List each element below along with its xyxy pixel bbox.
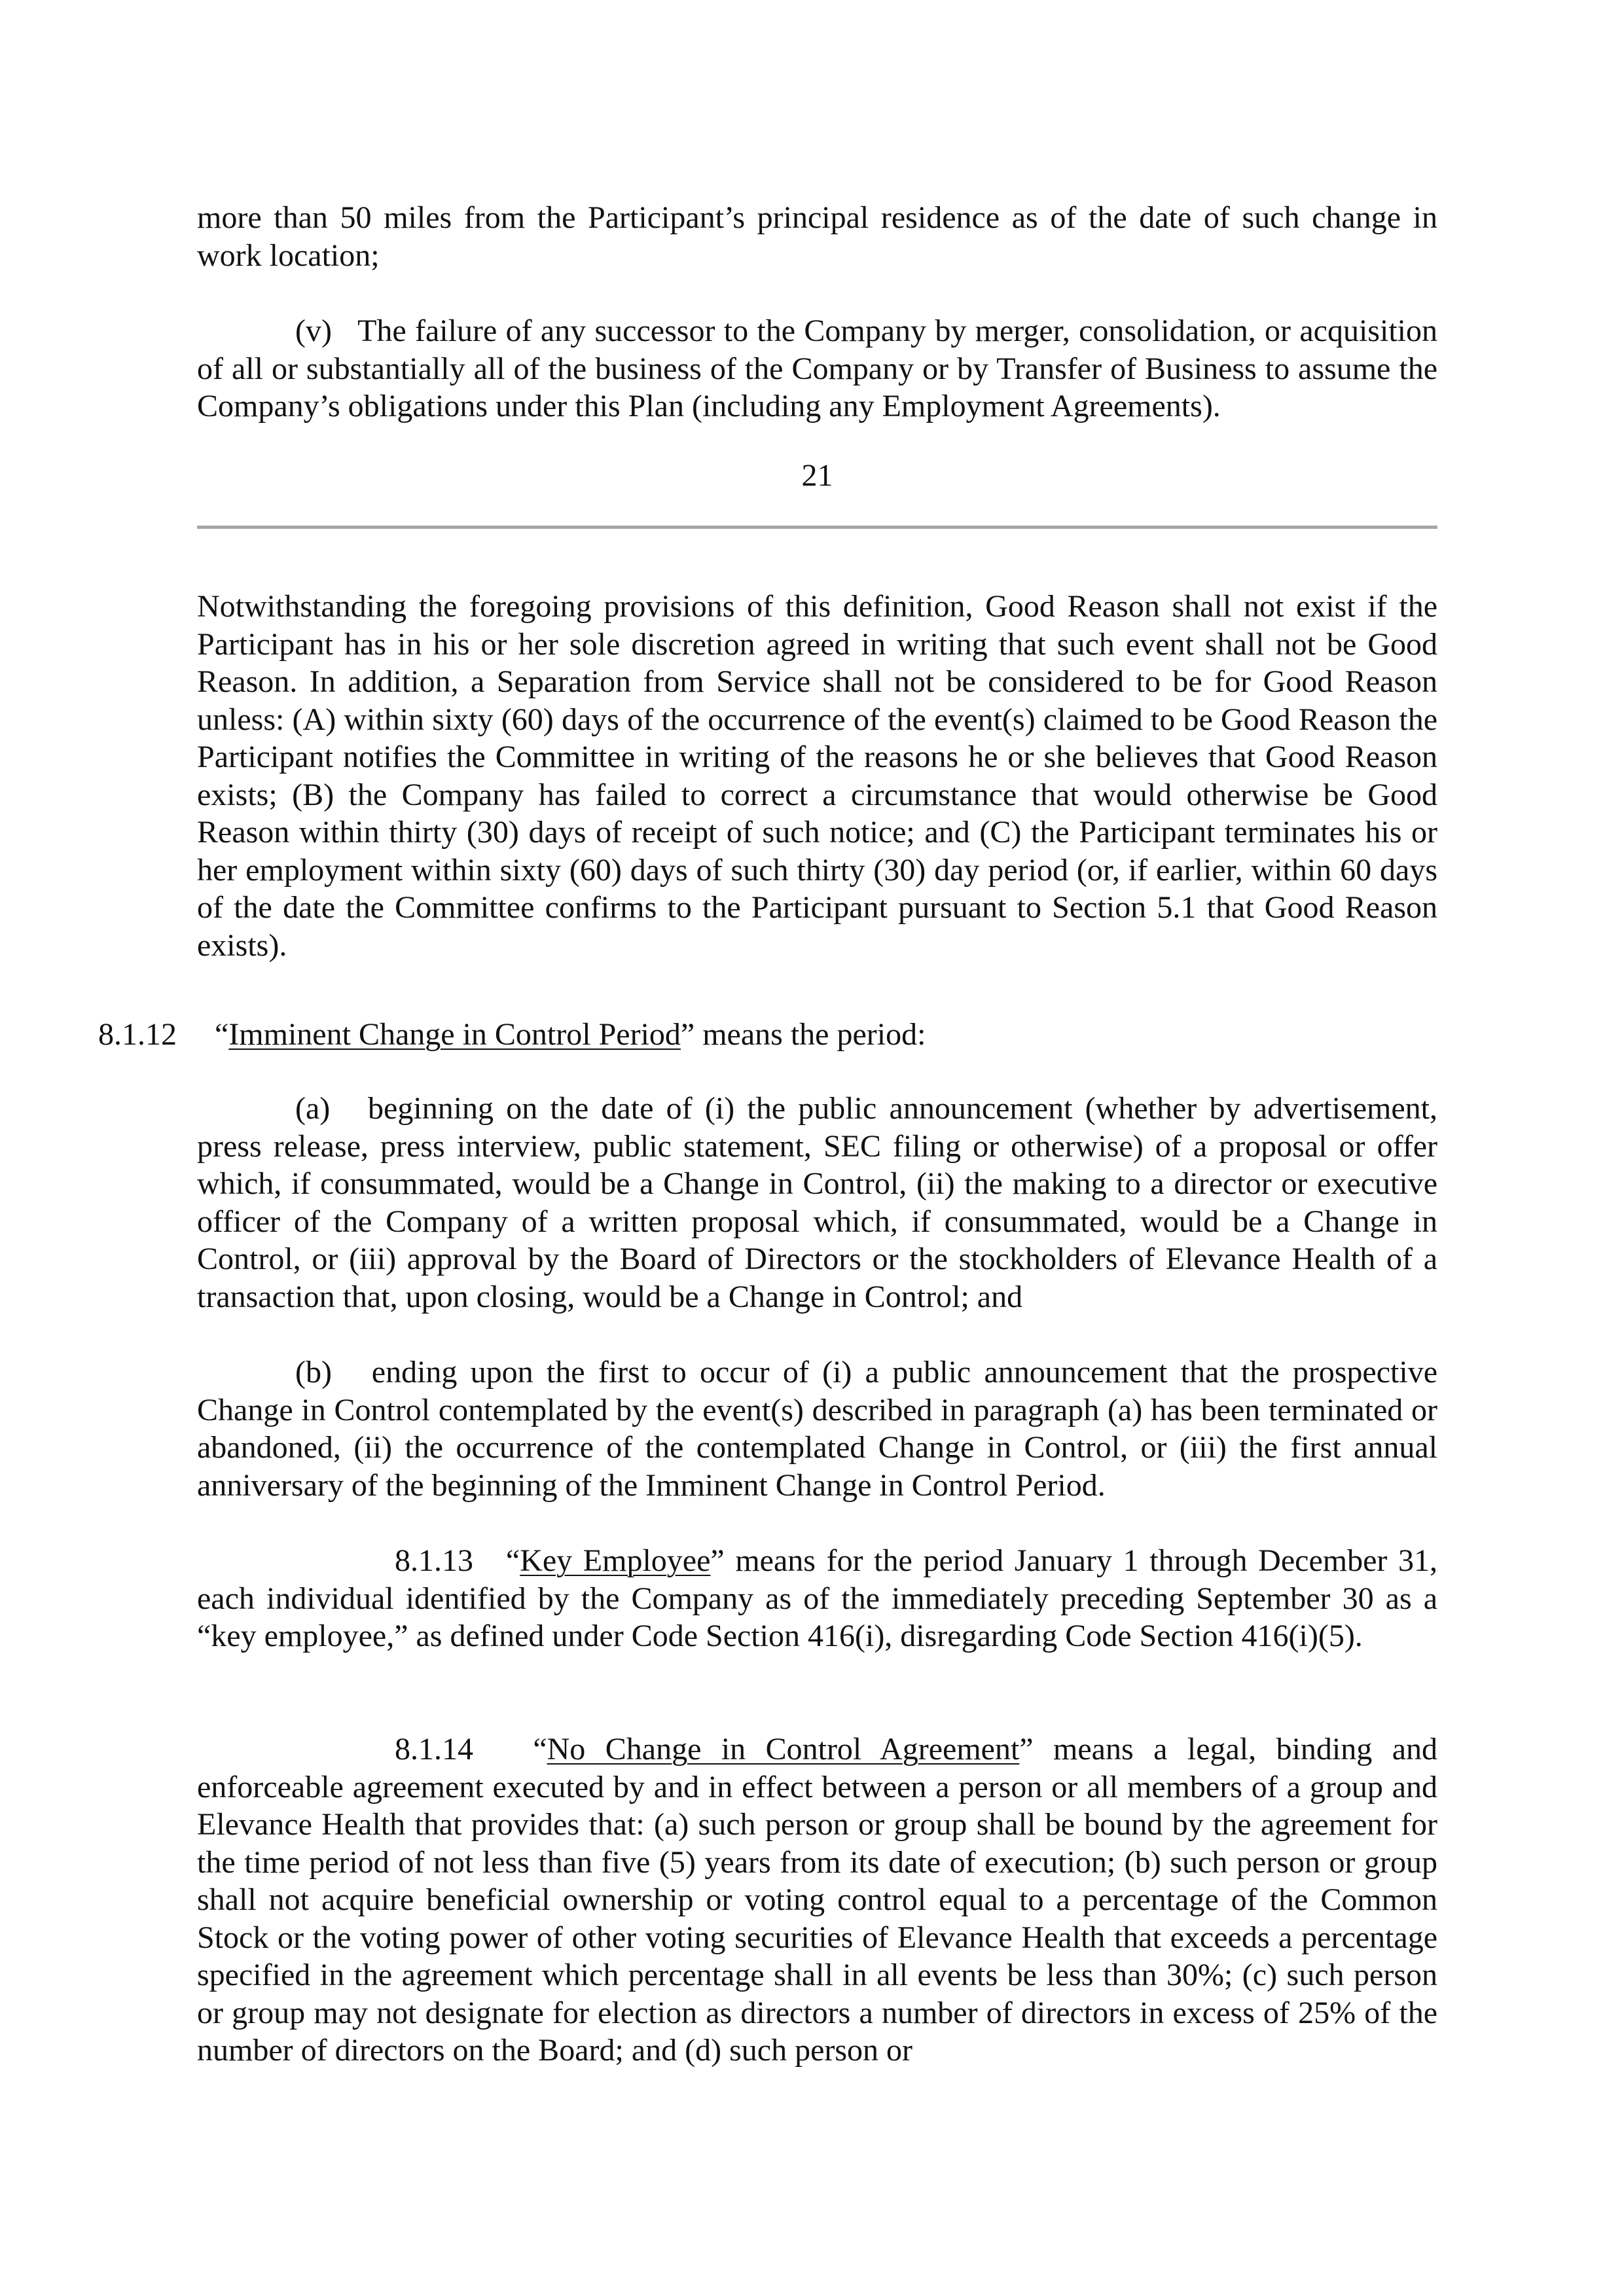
clause-v-text: The failure of any successor to the Company by merger, consolidation, or acquisition of all or substantially all of the business of the Company or by Transfer of Business to assume the Company’s obligations under this Plan (including any Employment Agreements). bbox=[197, 314, 1437, 423]
definition-lead: ” means the period: bbox=[680, 1017, 926, 1052]
section-number: 8.1.13 bbox=[395, 1543, 473, 1578]
page-break-divider bbox=[197, 526, 1437, 529]
definition-text: ” means a legal, binding and enforceable agreement executed by and in effect between a person or all members of a group and Elevance Health that provides that: (a) such person or group shall be bound by the agreement for the time period of not less than five (5) years from its date of execution; (b) such person or group shall not acquire beneficial ownership or voting control equal to a percentage of the Common Stock or the voting power of other voting securities of Elevance Health that exceeds a percentage specified in the agreement which percentage shall in all events be less than 30%; (c) such person or group may not designate for election as directors a number of directors in excess of 25% of the number of directors on the Board; and (d) such person or bbox=[197, 1732, 1437, 2068]
clause-b bbox=[197, 1354, 1437, 1504]
defined-term: No Change in Control Agreement bbox=[547, 1732, 1020, 1767]
section-8-1-13 bbox=[197, 1542, 1437, 1655]
section-number: 8.1.12 bbox=[98, 1017, 177, 1052]
good-reason-text: Notwithstanding the foregoing provisions of this definition, Good Reason shall not exist if the Participant has in his or her sole discretion agreed in writing that such event shall not be Good Reason. In addition, a Separation from Service shall not be considered to be for Good Reason unless: (A) within sixty (60) days of the occurrence of the event(s) claimed to be Good Reason the Participant notifies the Committee in writing of the reasons he or she believes that Good Reason exists; (B) the Company has failed to correct a circumstance that would otherwise be Good Reason within thirty (30) days of receipt of such notice; and (C) the Participant terminates his or her employment within sixty (60) days of such thirty (30) day period (or, if earlier, within 60 days of the date the Committee confirms to the Participant pursuant to Section 5.1 that Good Reason exists). bbox=[197, 589, 1437, 963]
page-number: 21 bbox=[801, 458, 833, 493]
clause-a-label: (a) bbox=[295, 1091, 331, 1126]
open-quote: “ bbox=[215, 1017, 229, 1052]
clause-a-text: beginning on the date of (i) the public announcement (whether by advertisement, press release, press interview, public statement, SEC filing or otherwise) of a proposal or offer which, if consummated, would be a Change in Control, (ii) the making to a director or executive officer of the Company of a written proposal which, if consummated, would be a Change in Control, or (iii) approval by the Board of Directors or the stockholders of Elevance Health of a transaction that, upon closing, would be a Change in Control; and bbox=[197, 1091, 1437, 1314]
open-quote: “ bbox=[505, 1543, 520, 1578]
section-8-1-12-heading bbox=[98, 1016, 1437, 1054]
defined-term: Imminent Change in Control Period bbox=[228, 1017, 681, 1052]
clause-v bbox=[197, 312, 1437, 425]
open-quote: “ bbox=[533, 1732, 547, 1767]
section-8-1-14 bbox=[197, 1731, 1437, 2070]
definition-text: ” means for the period January 1 through December 31, each individual identified by the Company as of the immediately preceding September 30 as a “key employee,” as defined under Code Section 416(i), disregarding Code Section 416(i)(5). bbox=[197, 1543, 1438, 1653]
defined-term: Key Employee bbox=[520, 1543, 711, 1578]
clause-a bbox=[197, 1090, 1437, 1316]
clause-v-label: (v) bbox=[295, 314, 332, 348]
continuation-text: more than 50 miles from the Participant’s principal residence as of the date of such change in work location; bbox=[197, 200, 1437, 273]
continuation-paragraph bbox=[197, 199, 1437, 274]
clause-b-label: (b) bbox=[295, 1355, 332, 1390]
good-reason-paragraph bbox=[197, 588, 1437, 964]
section-number: 8.1.14 bbox=[395, 1732, 473, 1767]
clause-b-text: ending upon the first to occur of (i) a public announcement that the prospective Change in Control contemplated by the event(s) described in paragraph (a) has been terminated or abandoned, (ii) the occurrence of the contemplated Change in Control, or (iii) the first annual anniversary of the beginning of the Imminent Change in Control Period. bbox=[197, 1355, 1438, 1503]
